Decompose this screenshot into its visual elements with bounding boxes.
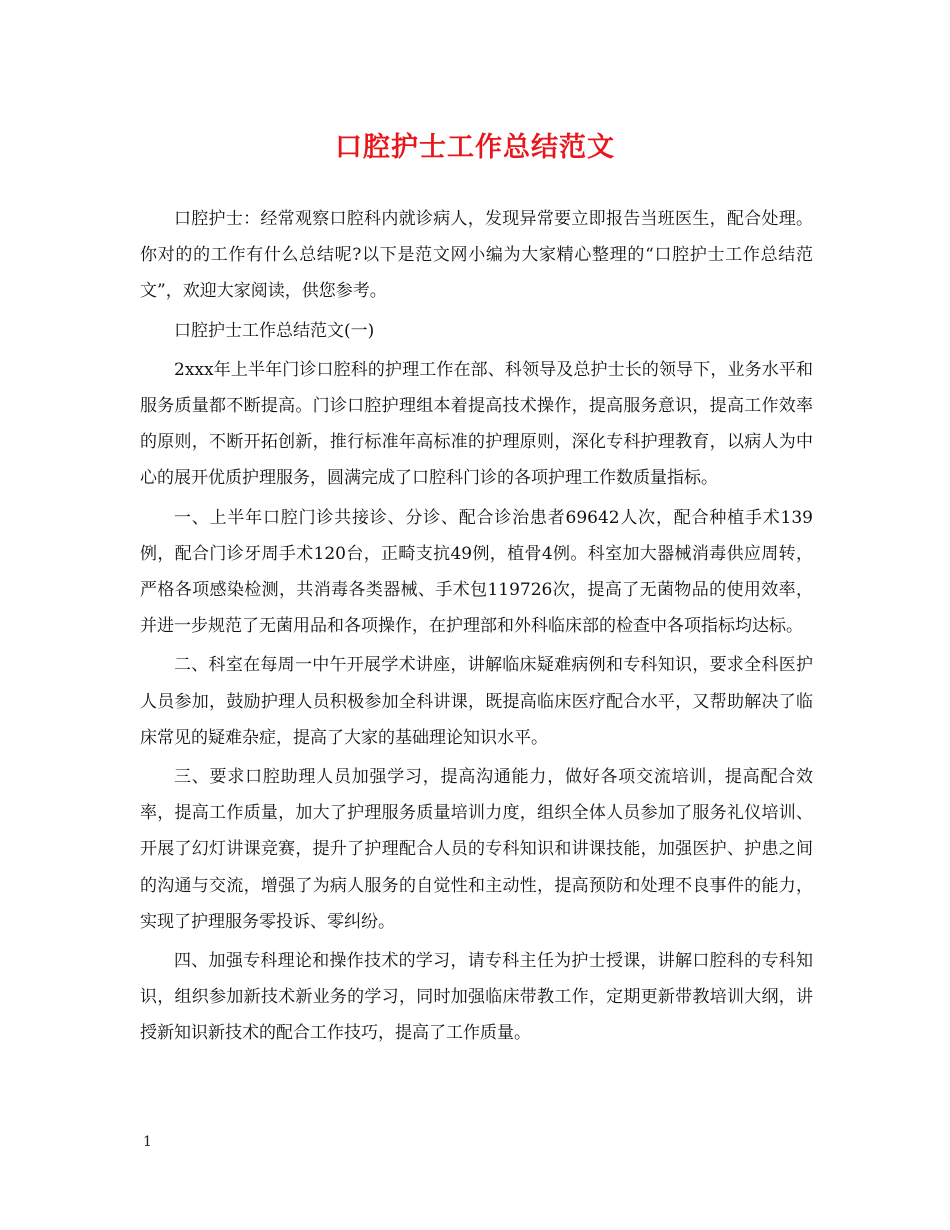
paragraph-overview: 2xxx年上半年门诊口腔科的护理工作在部、科领导及总护士长的领导下，业务水平和服务质量都不断提高。门诊口腔护理组本着提高技术操作，提高服务意识，提高工作效率的原则，不断开拓创新，推行标准年高标准的护理原则，深化专科护理教育，以病人为中心的展开优质护理服务，圆满完成了口腔科门诊的各项护理工作数质量指标。 (140, 359, 813, 489)
paragraph-section-1: 一、上半年口腔门诊共接诊、分诊、配合诊治患者69642人次，配合种植手术139例，配合门诊牙周手术120台，正畸支抗49例，植骨4例。科室加大器械消毒供应周转，严格各项感染检测，共消毒各类器械、手术包119726次，提高了无菌物品的使用效率，并进一步规范了无菌用品和各项操作，在护理部和外科临床部的检查中各项指标均达标。 (140, 507, 813, 637)
document-title: 口腔护士工作总结范文 (335, 132, 615, 163)
page-number: 1 (143, 1134, 152, 1150)
paragraph-subheading: 口腔护士工作总结范文(一) (174, 320, 375, 341)
paragraph-intro: 口腔护士：经常观察口腔科内就诊病人，发现异常要立即报告当班医生，配合处理。你对的的工作有什么总结呢?以下是范文网小编为大家精心整理的“口腔护士工作总结范文”，欢迎大家阅读，供您参考。 (140, 209, 813, 302)
paragraph-section-2: 二、科室在每周一中午开展学术讲座，讲解临床疑难病例和专科知识，要求全科医护人员参加，鼓励护理人员积极参加全科讲课，既提高临床医疗配合水平，又帮助解决了临床常见的疑难杂症，提高了大家的基础理论知识水平。 (140, 655, 813, 748)
document-body (140, 201, 813, 1055)
paragraph-section-4: 四、加强专科理论和操作技术的学习，请专科主任为护士授课，讲解口腔科的专科知识，组织参加新技术新业务的学习，同时加强临床带教工作，定期更新带教培训大纲，讲授新知识新技术的配合工作技巧，提高了工作质量。 (140, 951, 813, 1044)
paragraph-section-3: 三、要求口腔助理人员加强学习，提高沟通能力，做好各项交流培训，提高配合效率，提高工作质量，加大了护理服务质量培训力度，组织全体人员参加了服务礼仪培训、开展了幻灯讲课竞赛，提升了护理配合人员的专科知识和讲课技能，加强医护、护患之间的沟通与交流，增强了为病人服务的自觉性和主动性，提高预防和处理不良事件的能力，实现了护理服务零投诉、零纠纷。 (140, 767, 813, 932)
